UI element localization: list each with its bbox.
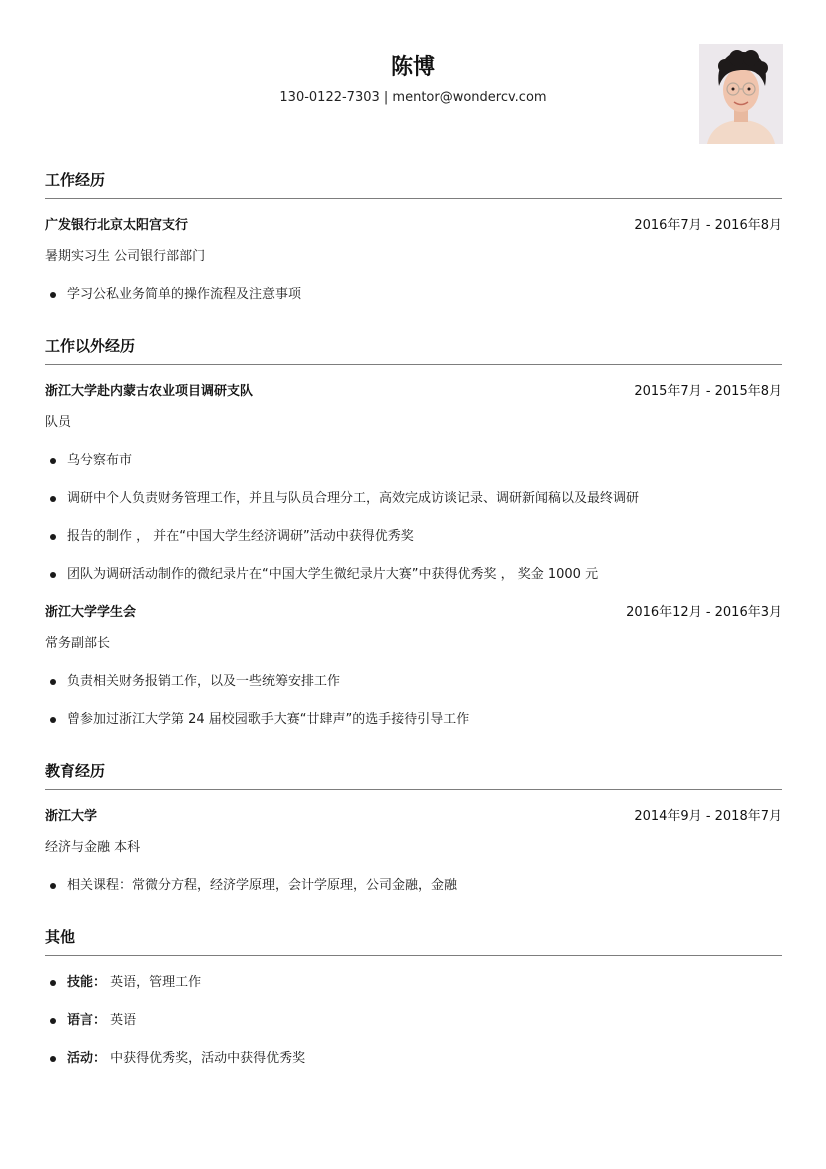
bullet-text: 相关课程：常微分方程，经济学原理，会计学原理，公司金融，金融 xyxy=(67,878,458,893)
section-education xyxy=(45,761,782,897)
list-item xyxy=(45,972,782,994)
bullet-text: 团队为调研活动制作的微纪录片在“中国大学生微纪录片大赛”中获得优秀奖 ， 奖金 1000 元 xyxy=(67,567,599,582)
entry-date: 2016年7月 - 2016年8月 xyxy=(634,218,782,233)
bullet-text: 报告的制作 ， 并在“中国大学生经济调研”活动中获得优秀奖 xyxy=(67,529,414,544)
bullet-list xyxy=(45,450,782,586)
section-title: 其他 xyxy=(45,927,782,956)
bullet-icon xyxy=(50,980,56,986)
bullet-icon xyxy=(50,534,56,540)
list-item xyxy=(45,709,782,731)
section-title: 工作以外经历 xyxy=(45,336,782,365)
entry-organization: 浙江大学学生会 xyxy=(45,605,137,620)
entry-organization: 浙江大学 xyxy=(45,809,98,824)
bullet-icon xyxy=(50,1056,56,1062)
section-other xyxy=(45,927,782,1070)
list-item xyxy=(45,671,782,693)
list-item xyxy=(45,526,782,548)
list-item xyxy=(45,284,782,306)
entry-role: 暑期实习生 公司银行部部门 xyxy=(45,249,206,264)
contact-info: 130-0122-7303 | mentor@wondercv.com xyxy=(279,90,547,105)
bullet-text: 学习公私业务简单的操作流程及注意事项 xyxy=(67,287,302,302)
entry-date: 2014年9月 - 2018年7月 xyxy=(634,809,782,824)
bullet-icon xyxy=(50,717,56,723)
bullet-text: 负责相关财务报销工作，以及一些统筹安排工作 xyxy=(67,674,341,689)
bullet-icon xyxy=(50,458,56,464)
list-item xyxy=(45,875,782,897)
entry-header xyxy=(45,602,782,624)
bullet-list xyxy=(45,284,782,306)
item-text: 中获得优秀奖，活动中获得优秀奖 xyxy=(110,1051,306,1066)
list-item xyxy=(45,450,782,472)
entry-header xyxy=(45,381,782,403)
section-title: 教育经历 xyxy=(45,761,782,790)
entry-date: 2016年12月 - 2016年3月 xyxy=(626,605,782,620)
bullet-text: 乌兮察布市 xyxy=(67,453,133,468)
list-item xyxy=(45,1010,782,1032)
item-label: 活动： xyxy=(67,1051,107,1066)
item-label: 技能： xyxy=(67,975,107,990)
entry-organization: 广发银行北京太阳宫支行 xyxy=(45,218,189,233)
bullet-icon xyxy=(50,1018,56,1024)
bullet-icon xyxy=(50,679,56,685)
item-text: 英语 xyxy=(110,1013,137,1028)
bullet-icon xyxy=(50,883,56,889)
entry-header xyxy=(45,215,782,237)
list-item xyxy=(45,564,782,586)
bullet-text: 曾参加过浙江大学第 24 届校园歌手大赛“廿肆声”的选手接待引导工作 xyxy=(67,712,470,727)
entry-role: 常务副部长 xyxy=(45,636,111,651)
bullet-list xyxy=(45,972,782,1070)
bullet-text: 调研中个人负责财务管理工作，并且与队员合理分工，高效完成访谈记录、调研新闻稿以及最终调研 xyxy=(67,491,640,506)
resume-name: 陈博 xyxy=(390,55,435,80)
item-label: 语言： xyxy=(67,1013,107,1028)
entry-organization: 浙江大学赴内蒙古农业项目调研支队 xyxy=(45,384,254,399)
profile-photo xyxy=(699,44,783,144)
entry-role: 队员 xyxy=(45,415,72,430)
list-item xyxy=(45,1048,782,1070)
bullet-list xyxy=(45,875,782,897)
bullet-list xyxy=(45,671,782,731)
section-title: 工作经历 xyxy=(45,170,782,199)
section-extra xyxy=(45,336,782,731)
bullet-icon xyxy=(50,292,56,298)
bullet-icon xyxy=(50,572,56,578)
entry-header xyxy=(45,806,782,828)
item-text: 英语，管理工作 xyxy=(110,975,202,990)
list-item xyxy=(45,488,782,510)
section-work xyxy=(45,170,782,306)
entry-date: 2015年7月 - 2015年8月 xyxy=(634,384,782,399)
bullet-icon xyxy=(50,496,56,502)
entry-role: 经济与金融 本科 xyxy=(45,840,141,855)
